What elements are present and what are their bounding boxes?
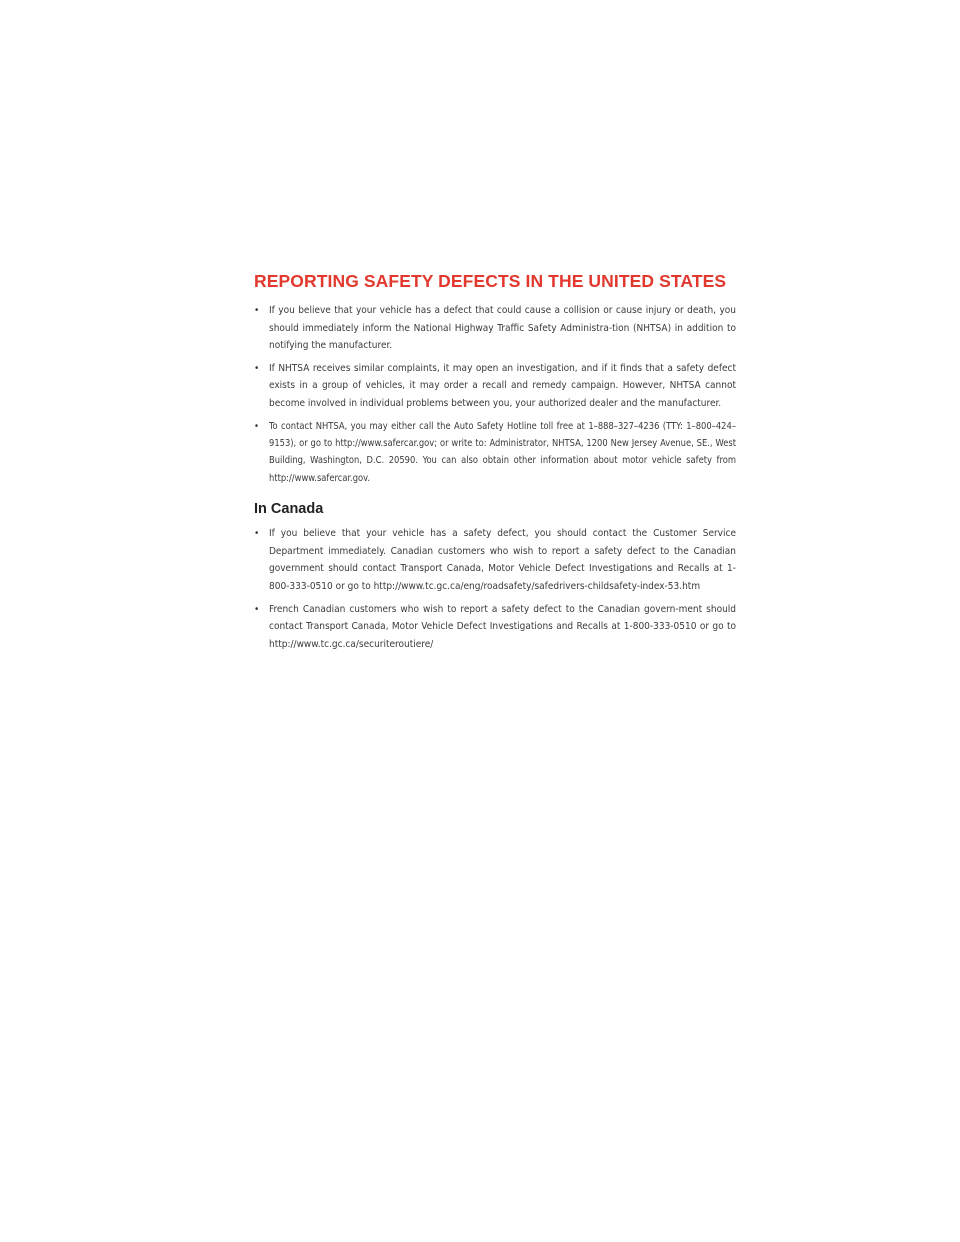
us-bullet-list	[254, 302, 736, 487]
list-item-text: French Canadian customers who wish to report a safety defect to the Canadian govern-ment should contact Transport Canada, Motor Vehicle Defect Investigations and Recalls at 1-800-333-0510 or go to http://www.tc.gc.ca/securiteroutiere/	[269, 603, 736, 650]
list-item	[254, 360, 736, 413]
bullet-icon: •	[254, 420, 259, 432]
bullet-icon: •	[254, 603, 260, 615]
list-item-text: To contact NHTSA, you may either call the Auto Safety Hotline toll free at 1–888–327–4236 (TTY: 1–800–424–9153), or go to http://www.safercar.gov; or write to: Administrator, NHTSA, 1200 New Jersey Avenue, SE., West Building, Washington, D.C. 20590. You can also obtain other information about motor vehicle safety from http://www.safercar.gov.	[269, 420, 736, 484]
list-item	[254, 525, 736, 595]
bullet-icon: •	[254, 528, 260, 540]
list-item-text: If you believe that your vehicle has a defect that could cause a collision or cause injury or death, you should immediately inform the National Highway Traffic Safety Administra-tion (NHTSA) in addition to notifying the manufacturer.	[269, 305, 736, 352]
list-item	[254, 418, 736, 488]
bullet-icon: •	[254, 362, 260, 374]
page-content	[254, 270, 736, 658]
bullet-icon: •	[254, 305, 260, 316]
list-item	[254, 601, 736, 654]
section-heading-us: REPORTING SAFETY DEFECTS IN THE UNITED STATES	[254, 271, 727, 291]
list-item	[254, 302, 736, 355]
list-item-text: If you believe that your vehicle has a safety defect, you should contact the Customer Service Department immediately. Canadian customers who wish to report a safety defect to the Canadian government should contact Transport Canada, Motor Vehicle Defect Investigations and Recalls at 1-800-333-0510 or go to http://www.tc.gc.ca/eng/roadsafety/safedrivers-childsafety-index-53.htm	[269, 528, 736, 592]
list-item-text: If NHTSA receives similar complaints, it may open an investigation, and if it finds that a safety defect exists in a group of vehicles, it may order a recall and remedy campaign. However, NHTSA cannot become involved in individual problems between you, your authorized dealer and the manufacturer.	[269, 362, 736, 409]
canada-bullet-list	[254, 525, 736, 653]
section-heading-canada: In Canada	[254, 501, 324, 518]
